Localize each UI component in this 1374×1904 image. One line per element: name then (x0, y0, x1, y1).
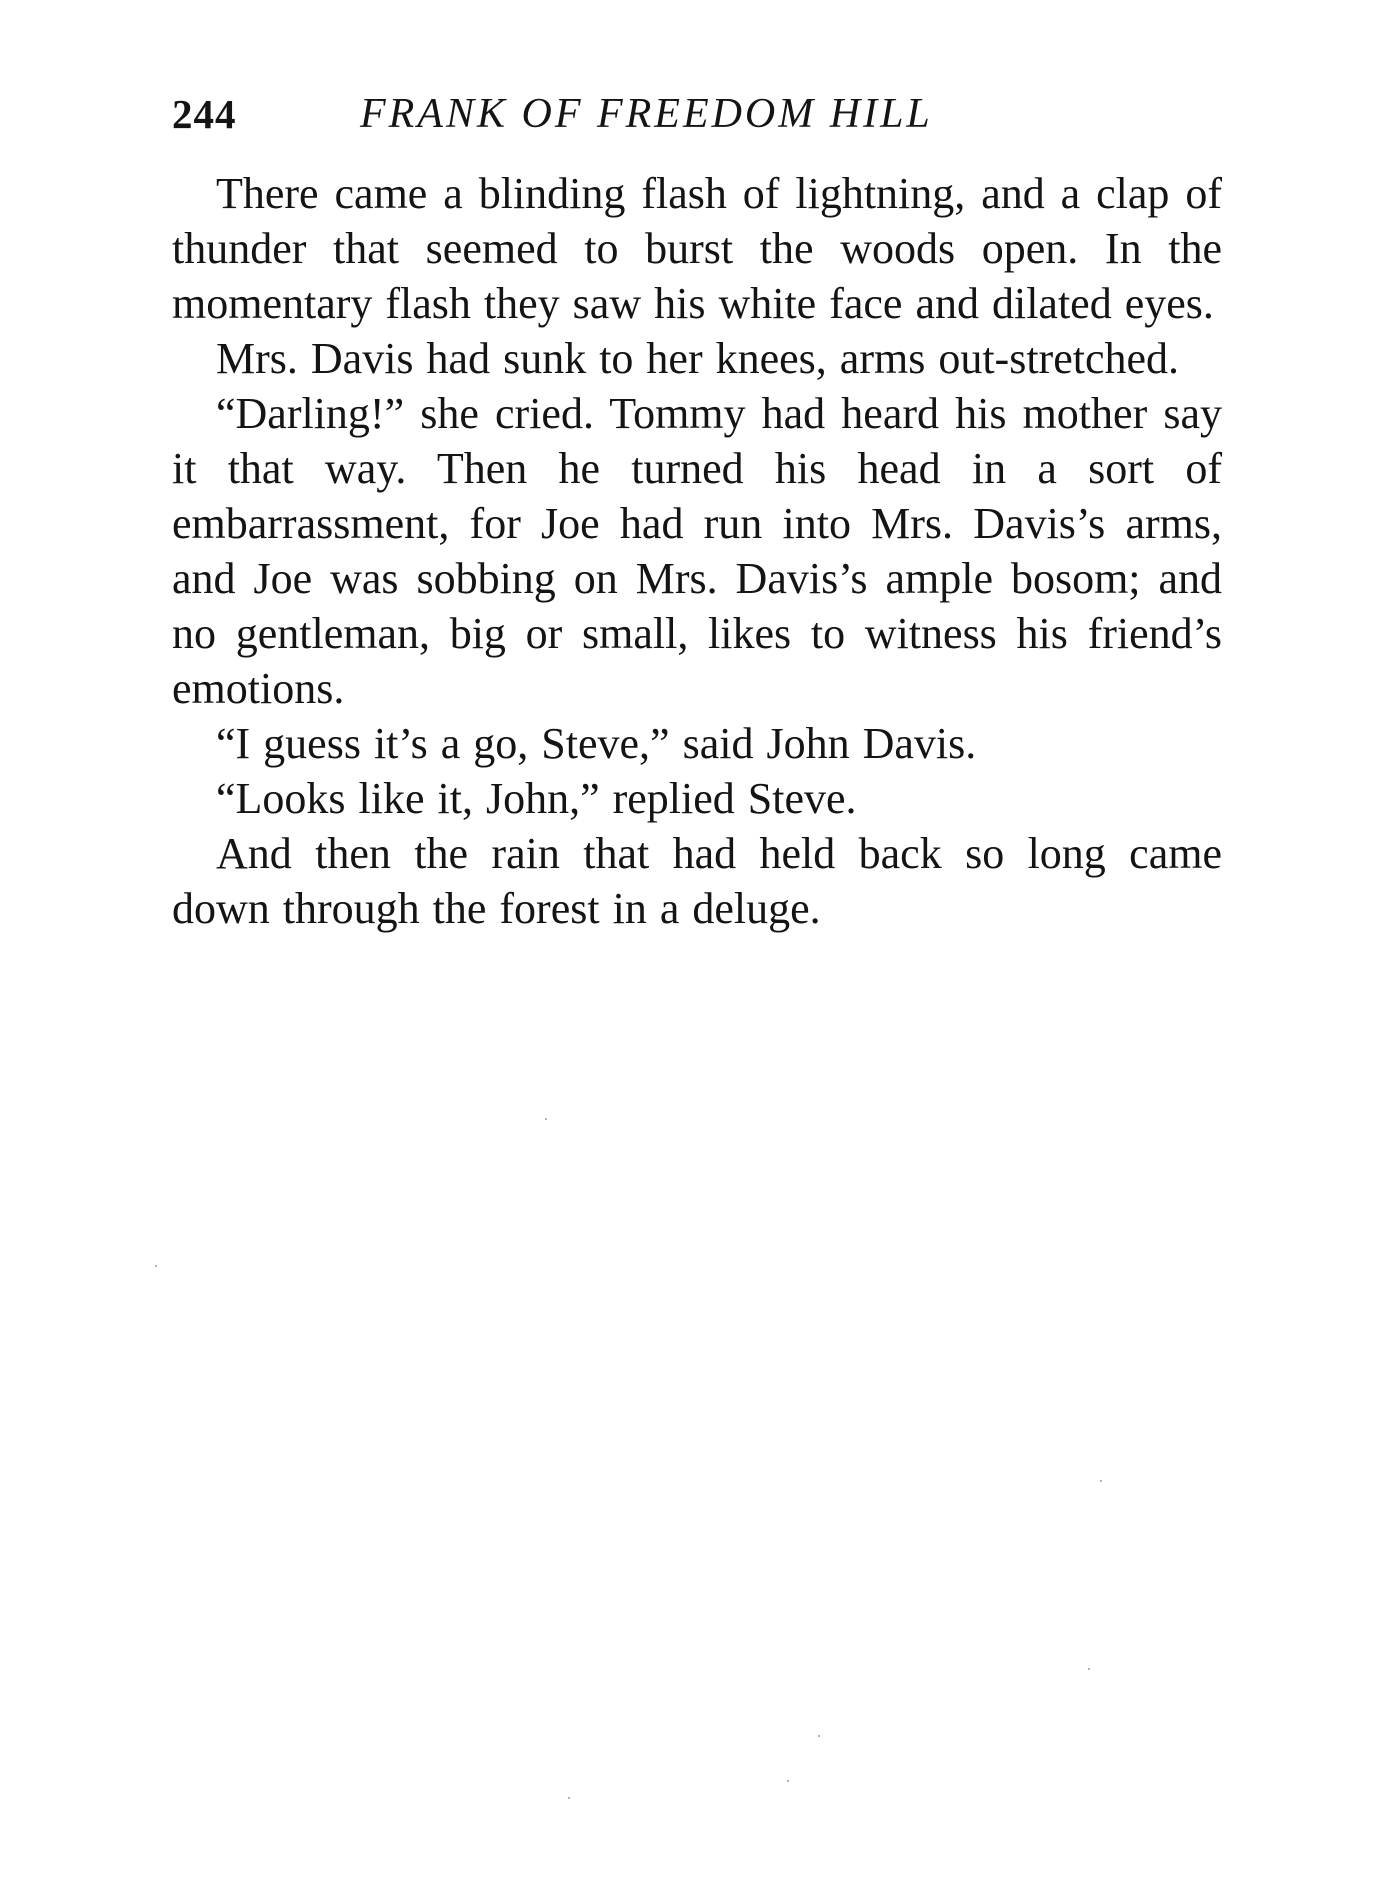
paragraph-lightning: There came a blinding flash of lightning, and a clap of thunder that seemed to burst the woods open. In the momentary flash they saw his white face and dilated eyes. (172, 169, 1222, 328)
paragraph-darling: “Darling!” she cried. Tommy had heard his mother say it that way. Then he turned his head in a sort of embarrassment, for Joe had run into Mrs. Davis’s arms, and Joe was sobbing on Mrs. Davis’s ample bosom; and no gentleman, big or small, likes to witness his friend’s emotions. (172, 389, 1222, 713)
paragraph-mrs-davis-knees: Mrs. Davis had sunk to her knees, arms out-stretched. (216, 334, 1180, 383)
page-number: 244 (172, 91, 237, 137)
running-title: FRANK OF FREEDOM HILL (360, 91, 933, 137)
page-header (172, 90, 1222, 150)
paragraph-rain: And then the rain that had held back so long came down through the forest in a deluge. (172, 829, 1222, 933)
body-text (172, 166, 1222, 936)
paragraph-john-davis: “I guess it’s a go, Steve,” said John Davis. (216, 719, 977, 768)
paragraph-steve-reply: “Looks like it, John,” replied Steve. (216, 774, 857, 823)
